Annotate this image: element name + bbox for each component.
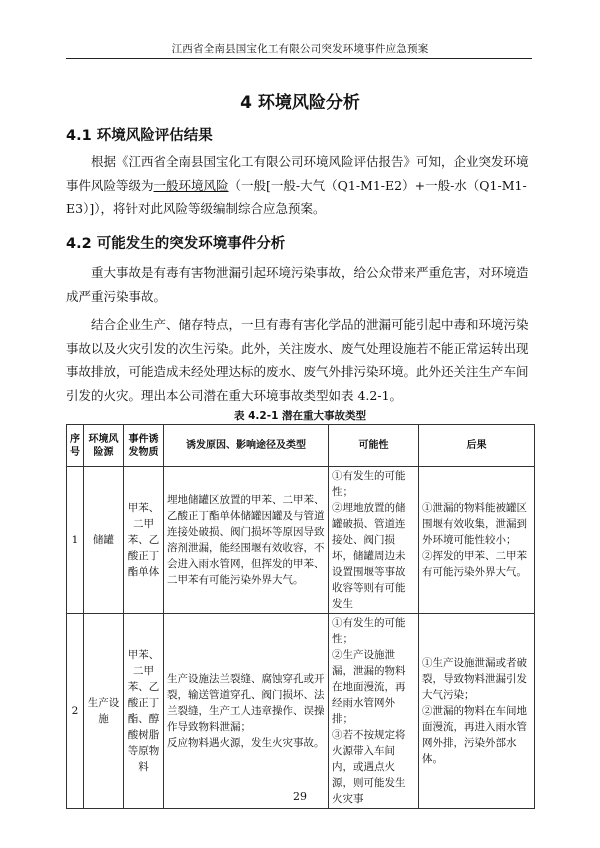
row-possibility: ①有发生的可能性； ②埋地放置的储罐破损、管道连接处、阀门损坏，储罐周边未设置围堰等事故收容等则有可能发生 [329,467,419,614]
risk-table [66,424,535,809]
row-consequence: ①生产设施泄漏或者破裂，导致物料泄漏引发大气污染； ②泄漏的物料在车间地面漫流，再进入雨水管网外排，污染外部水体。 [419,614,535,809]
section-4-1-title: 4.1 环境风险评估结果 [66,128,213,144]
row-no: 1 [67,467,84,614]
row-source: 生产设施 [84,614,124,809]
header-material: 事件诱发物质 [124,425,164,467]
para-text: （一般[一般-大气（Q1-M1-E2）+一般-水（Q1-M1-E3）]），将针对此风险等级编制综合应急预案。 [66,177,527,216]
row-possibility: ①有发生的可能性； ②生产设施泄漏，泄漏的物料在地面漫流，再经雨水管网外排； ③若不按规定将火源带入车间内，或遇点火源，则可能发生火灾事 [329,614,419,809]
risk-level-text: 一般环境风险 [153,177,229,193]
section-4-2-title: 4.2 可能发生的突发环境事件分析 [66,236,286,252]
table-row [67,614,535,809]
para-text: 根据《江西省全南县国宝化工有限公司环境风险评估报告》可知，企业突发环境事件风险等级为 [66,154,529,193]
row-material: 甲苯、二甲苯、乙酸正丁酯、醇酸树脂等原物料 [124,614,164,809]
header-no: 序号 [67,425,84,467]
running-header: 江西省全南县国宝化工有限公司突发环境事件应急预案 [171,43,429,55]
page-number: 29 [293,790,307,803]
section-4-2-paragraph-2: 结合企业生产、储存特点，一旦有毒有害化学品的泄漏可能引起中毒和环境污染事故以及火灾引发的次生污染。此外，关注废水、废气处理设施若不能正常运转出现事故排放，可能造成未经处理达标的废水、废气外排污染环境。此外还关注生产车间引发的火灾。理出本公司潜在重大环境事故类型如表 4.2-1。 [66,317,529,403]
table-row [67,467,535,614]
section-4-1-paragraph [66,150,534,221]
row-source: 储罐 [84,467,124,614]
table-caption: 表 4.2-1 潜在重大事故类型 [233,410,367,422]
section-4-2-paragraph-1: 重大事故是有毒有害物泄漏引起环境污染事故，给公众带来严重危害，对环境造成严重污染事故。 [66,265,529,304]
row-cause: 生产设施法兰裂缝、腐蚀穿孔或开裂，输送管道穿孔、阀门损坏、法兰裂缝，生产工人违章操作、误操作导致物料泄漏； 反应物料遇火源，发生火灾事故。 [164,614,329,809]
header-source: 环境风险源 [84,425,124,467]
header-rule [66,58,532,59]
row-consequence: ①泄漏的物料能被罐区围堰有效收集，泄漏到外环境可能性较小； ②挥发的甲苯、二甲苯有可能污染外界大气。 [419,467,535,614]
row-no: 2 [67,614,84,809]
table-header-row [67,425,535,467]
header-possibility: 可能性 [329,425,419,467]
row-cause: 埋地储罐区放置的甲苯、二甲苯、乙酸正丁酯单体储罐因罐及与管道连接处破损、阀门损坏等原因导致溶剂泄漏，能经围堰有效收容，不会进入雨水管网，但挥发的甲苯、二甲苯有可能污染外界大气。 [164,467,329,614]
chapter-title: 4 环境风险分析 [240,93,360,113]
header-cause: 诱发原因、影响途径及类型 [164,425,329,467]
row-material: 甲苯、二甲苯、乙酸正丁酯单体 [124,467,164,614]
header-consequence: 后果 [419,425,535,467]
